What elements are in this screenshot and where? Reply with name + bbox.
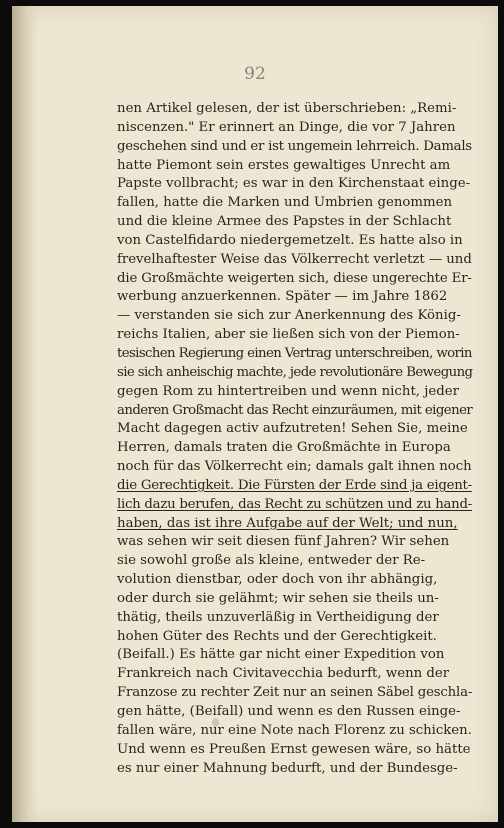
- text-line: von Castelfidardo niedergemetzelt. Es hatte also in: [117, 232, 463, 248]
- text-line: fallen, hatte die Marken und Umbrien genommen: [117, 195, 453, 211]
- text-line: gen hätte, (Beifall) und wenn es den Russen einge-: [117, 704, 461, 719]
- text-line: hatte Piemont sein erstes gewaltiges Unrecht am: [117, 157, 451, 173]
- text-line: tesischen Regierung einen Vertrag unterschreiben, worin: [117, 345, 472, 361]
- text-line: die Gerechtigkeit. Die Fürsten der Erde sind ja eigent-: [117, 477, 472, 493]
- text-line: und die kleine Armee des Papstes in der Schlacht: [117, 214, 452, 230]
- body-text: [117, 100, 472, 778]
- page-gutter-shadow: [12, 6, 38, 822]
- text-line: thätig, theils unzuverläßig in Vertheidigung der: [117, 609, 439, 625]
- text-line: Papste vollbracht; es war in den Kirchenstaat einge-: [117, 176, 471, 192]
- text-line: werbung anzuerkennen. Später — im Jahre 1862: [117, 289, 448, 305]
- text-line: die Großmächte weigerten sich, diese ungerechte Er-: [117, 270, 472, 286]
- text-line: lich dazu berufen, das Recht zu schützen und zu hand-: [117, 496, 472, 512]
- text-line: haben, das ist ihre Aufgabe auf der Welt; und nun,: [117, 515, 458, 531]
- text-line: oder durch sie gelähmt; wir sehen sie theils un-: [117, 590, 439, 606]
- text-line: volution dienstbar, oder doch von ihr abhängig,: [117, 572, 438, 588]
- paper-stain: [212, 718, 219, 727]
- text-line: nen Artikel gelesen, der ist überschrieben: „Remi-: [117, 101, 457, 116]
- text-line: anderen Großmacht das Recht einzuräumen, mit eigener: [117, 402, 473, 418]
- text-line: frevelhaftester Weise das Völkerrecht verletzt — und: [117, 251, 472, 267]
- text-line: Franzose zu rechter Zeit nur an seinen Säbel geschla-: [117, 685, 473, 701]
- text-line: sie sich anheischig machte, jede revolutionäre Bewegung: [117, 364, 473, 380]
- text-line: Macht dagegen activ aufzutreten! Sehen Sie, meine: [117, 421, 468, 437]
- text-line: gegen Rom zu hintertreiben und wenn nicht, jeder: [117, 383, 459, 399]
- text-line: niscenzen." Er erinnert an Dinge, die vor 7 Jahren: [117, 119, 456, 135]
- text-line: es nur einer Mahnung bedurft, und der Bundesge-: [117, 760, 458, 776]
- text-line: Herren, damals traten die Großmächte in Europa: [117, 440, 451, 456]
- text-line: (Beifall.) Es hätte gar nicht einer Expedition von: [117, 647, 445, 663]
- text-line: reichs Italien, aber sie ließen sich von der Piemon-: [117, 327, 460, 343]
- page-number: 92: [244, 64, 266, 84]
- text-line: noch für das Völkerrecht ein; damals galt ihnen noch: [117, 459, 472, 475]
- text-line: fallen wäre, nur eine Note nach Florenz zu schicken.: [117, 722, 472, 738]
- book-page: [12, 6, 498, 822]
- text-line: Und wenn es Preußen Ernst gewesen wäre, so hätte: [117, 741, 471, 757]
- text-line: hohen Güter des Rechts und der Gerechtigkeit.: [117, 628, 437, 644]
- text-line: was sehen wir seit diesen fünf Jahren? Wir sehen: [117, 534, 450, 550]
- text-line: Frankreich nach Civitavecchia bedurft, wenn der: [117, 666, 450, 682]
- text-line: — verstanden sie sich zur Anerkennung des König-: [117, 308, 461, 324]
- text-line: sie sowohl große als kleine, entweder der Re-: [117, 553, 426, 569]
- text-line: geschehen sind und er ist ungemein lehrreich. Damals: [117, 138, 472, 154]
